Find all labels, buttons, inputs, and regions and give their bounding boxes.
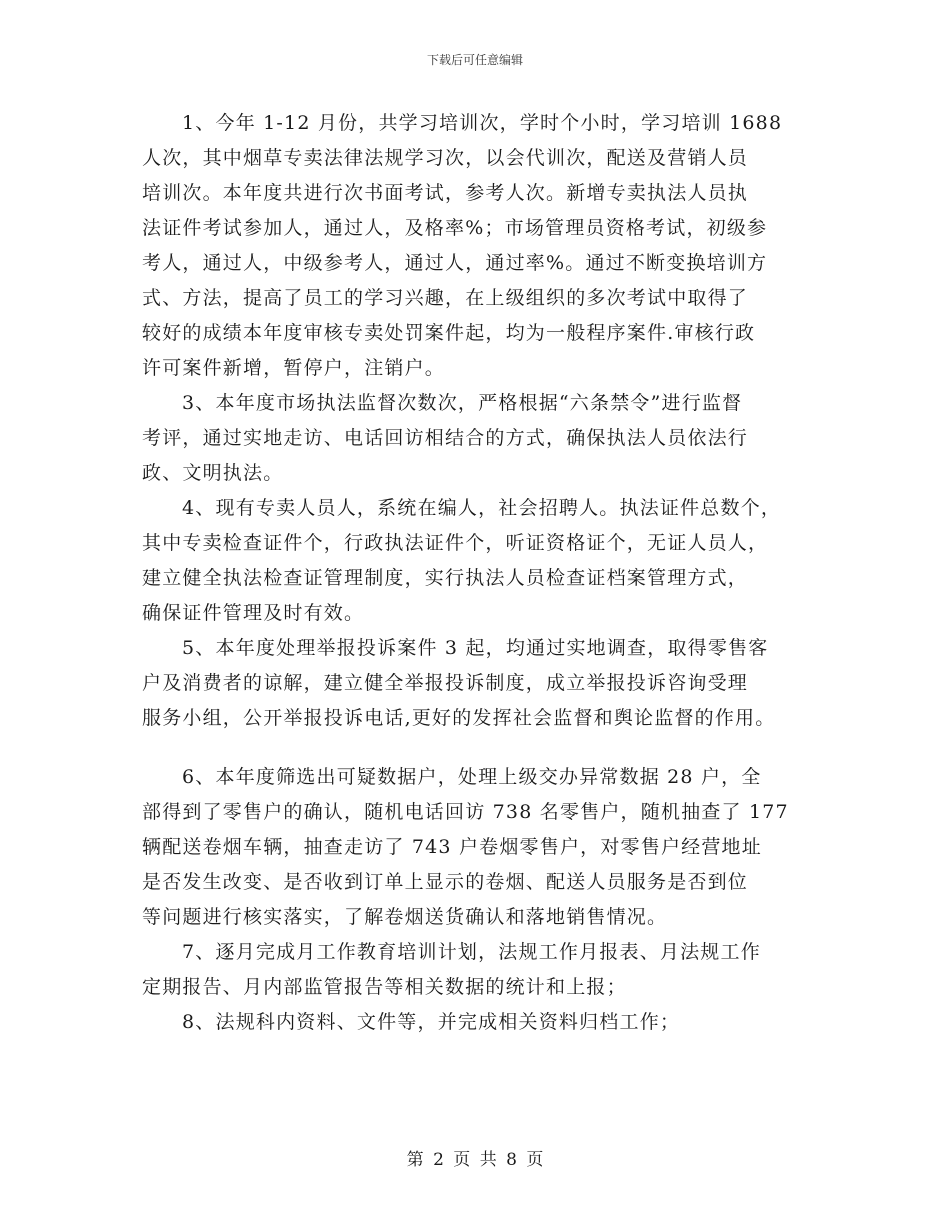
page-number-footer: 第 2 页 共 8 页	[406, 1150, 544, 1170]
text-line: 4、现有专卖人员人，系统在编人，社会招聘人。执法证件总数个，	[182, 497, 782, 519]
text-line: 定期报告、月内部监管报告等相关数据的统计和上报；	[142, 976, 627, 998]
paragraph-gap	[142, 736, 832, 760]
document-body	[142, 106, 832, 1040]
text-line: 培训次。本年度共进行次书面考试，参考人次。新增专卖执法人员执	[142, 182, 749, 204]
text-line: 部得到了零售户的确认，随机电话回访 738 名零售户，随机抽查了 177	[142, 801, 789, 823]
text-line: 许可案件新增，暂停户，注销户。	[142, 357, 446, 379]
text-line: 考人，通过人，中级参考人，通过人，通过率%。通过不断变换培训方	[142, 252, 768, 274]
text-line: 建立健全执法检查证管理制度，实行执法人员检查证档案管理方式，	[142, 567, 749, 589]
text-line: 7、逐月完成月工作教育培训计划，法规工作月报表、月法规工作	[182, 941, 761, 963]
text-line: 辆配送卷烟车辆，抽查走访了 743 户卷烟零售户，对零售户经营地址	[142, 836, 762, 858]
page-header: 下载后可任意编辑	[426, 53, 523, 67]
text-line: 服务小组，公开举报投诉电话,更好的发挥社会监督和舆论监督的作用。	[142, 707, 776, 729]
text-line: 确保证件管理及时有效。	[142, 602, 365, 624]
text-line: 政、文明执法。	[142, 462, 284, 484]
text-line: 户及消费者的谅解，建立健全举报投诉制度，成立举报投诉咨询受理	[142, 672, 749, 694]
text-line: 较好的成绩本年度审核专卖处罚案件起，均为一般程序案件.审核行政	[142, 322, 756, 344]
paragraph-5	[142, 631, 832, 736]
text-line: 其中专卖检查证件个，行政执法证件个，听证资格证个，无证人员人，	[142, 532, 769, 554]
text-line: 式、方法，提高了员工的学习兴趣，在上级组织的多次考试中取得了	[142, 287, 749, 309]
paragraph-7	[142, 935, 832, 1005]
text-line: 人次，其中烟草专卖法律法规学习次，以会代训次，配送及营销人员	[142, 147, 749, 169]
text-line: 6、本年度筛选出可疑数据户，处理上级交办异常数据 28 户，全	[182, 766, 762, 788]
text-line: 8、法规科内资料、文件等，并完成相关资料归档工作；	[182, 1011, 681, 1033]
paragraph-3	[142, 386, 832, 491]
text-line: 1、今年 1-12 月份，共学习培训次，学时个小时，学习培训 1688	[182, 112, 783, 134]
text-line: 等问题进行核实落实，了解卷烟送货确认和落地销售情况。	[142, 906, 668, 928]
text-line: 3、本年度市场执法监督次数次，严格根据“六条禁令”进行监督	[182, 392, 743, 414]
paragraph-6	[142, 760, 832, 935]
text-line: 法证件考试参加人，通过人，及格率%；市场管理员资格考试，初级参	[142, 217, 768, 239]
text-line: 考评，通过实地走访、电话回访相结合的方式，确保执法人员依法行	[142, 427, 749, 449]
text-line: 5、本年度处理举报投诉案件 3 起，均通过实地调查，取得零售客	[182, 637, 769, 659]
text-line: 是否发生改变、是否收到订单上显示的卷烟、配送人员服务是否到位	[142, 871, 749, 893]
paragraph-1	[142, 106, 832, 386]
paragraph-4	[142, 491, 832, 631]
paragraph-8	[142, 1005, 832, 1040]
